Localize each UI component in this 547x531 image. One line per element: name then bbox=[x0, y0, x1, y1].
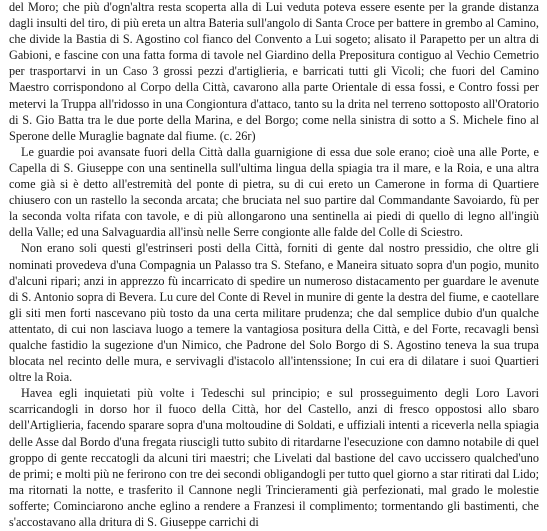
paragraph-germans: Havea egli inquietati più volte i Tedeschi sul principio; e sul prosseguimento degli Loro Lavori scarricandogli in dorso hor il fuoco della Città, hor del Castello, anzi di fresco oppostosi allo sbaro dell'Artiglieria, facendo sparare sopra d'una moltoudine di Soldati, e uffiziali intenti a riceverla nella spiagia delle Asse dal Bordo d'una fregata riuscigli tutto subito di ritardarne l'esecuzione con damno notabile di quel groppo di gente reccatogli da alcuni tiri maestri; che Livelati dal bastione del cavo uccissero qualched'uno de primi; e molti più ne ferirono con tre dei secondi obligandogli per tutto quel giorno a star ritirati dal Lido; ma ritornati la notte, e trasferito il Cannone negli Trincieramenti già perfezionati, mal grado le molestie sofferte; Cominciarono anche eglino a rendere a Franzesi il complimento; tormentando gli bastimenti, che s'accostavano alla dritura di S. Giuseppe carrichi di bbox=[9, 386, 539, 529]
paragraph-fortifications: del Moro; che più d'ogn'altra resta scoperta alla di Lui veduta poteva essere esente per la grande distanza dagli insulti del tiro, di più ereta un altra Bateria sull'angolo di Santa Croce per battere in grembo al Camino, che divide la Bastia di S. Agostino col fianco del Convento a Lui sogeto; alisato il Parapetto per un altra di Gabioni, e fascine con una fatta forma di tavole nel Giardino della Prepositura contiguo al Vechio Cemetrio per trasportarvi in un Caso 3 grossi pezzi d'artiglieria, e barricati tutti gli Vicoli; che fuori del Camino Maestro corrispondono al Corpo della Città, cavarono alla parte Orientale di essa fossi, e Contro fossi per metervi la Truppa all'ridosso in una Congiontura d'attaco, tanto su la drita nel terreno sottoposto all'Oratorio di S. Gio Batta tra le due porte della Marina, e del Borgo; come nella sinistra di sotto a S. Michele fino al Sperone delle Muraglie bagnate dal fiume. (c. 26r) bbox=[9, 0, 539, 143]
paragraph-guards: Le guardie poi avansate fuori della Città dalla guarnigione di essa due sole erano; cioè una alle Porte, e Capella di S. Giuseppe con una sentinella sull'ultima lingua della spiagia tra il mare, e la Roia, e una altra come già si è detto all'estremità del ponte di pietra, su di cui ereto un Camerone in forma di Quartiere chiusero con un rastello la seconda arcata; che bruciata nel suo partire dal Commandante Savoiardo, fù per la seconda volta rifata con tavole, e di più allongarono una sentinella ai piedi di quello di legno all'ingiù della Valle; ed una Salvaguardia all'insù nelle Serre congionte alle falde del Colle di Sciestro. bbox=[9, 144, 539, 240]
paragraph-outposts: Non erano soli questi gl'estrinseri posti della Città, forniti di gente dal nostro pressidio, che oltre gli nominati provedeva d'una Compagnia un Palasso tra S. Stefano, e Maneira situato sopra d'un pogio, munito d'alcuni ripari; anzi in apprezzo fù incarricato di spedire un numeroso distacamento per guardare le avenute di S. Antonio sopra di Bevera. Lu cure del Conte di Revel in munire di gente la destra del fiume, e caotellare gli siti men forti nascevano più tosto da una certa militare prudenza; che dal semplice dubio d'un qualche attentato, di cui non lasciava luogo a temere la vantagiosa positura della Città, e del Forte, recavagli bensì qualche fastidio la sugezione d'un Nimico, che Padrone del Solo Borgo di S. Agostino teneva la sua trupa blocata nel recinto delle mura, e servivagli d'istacolo all'intenssione; In cui era di dilatare i suoi Quartieri oltre la Roia. bbox=[9, 241, 539, 385]
